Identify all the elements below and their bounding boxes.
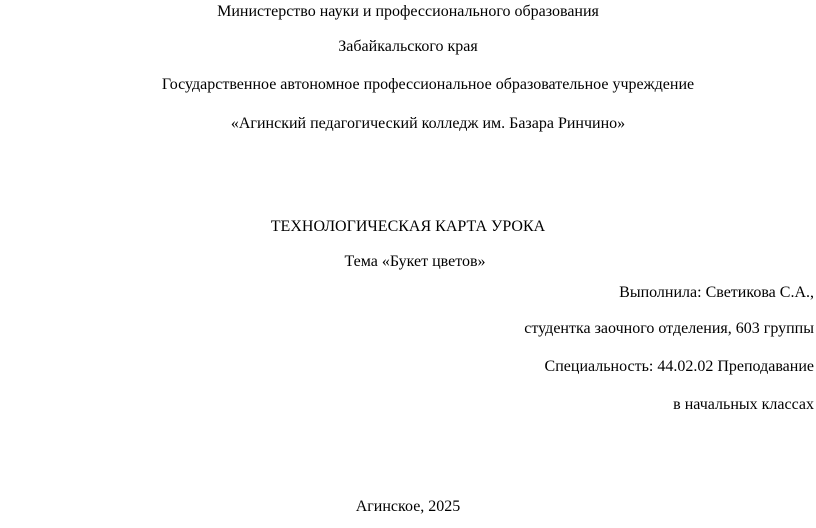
place-year-line: Агинское, 2025 bbox=[355, 498, 461, 515]
institution-type-line: Государственное автономное профессиональное образовательное учреждение bbox=[161, 76, 695, 93]
specialty-line: Специальность: 44.02.02 Преподавание bbox=[544, 358, 814, 375]
document-title: ТЕХНОЛОГИЧЕСКАЯ КАРТА УРОКА bbox=[270, 218, 546, 235]
lesson-topic: Тема «Букет цветов» bbox=[344, 253, 486, 270]
author-name-line: Выполнила: Светикова С.А., bbox=[619, 284, 814, 301]
college-name-line: «Агинский педагогический колледж им. Базара Ринчино» bbox=[230, 115, 626, 132]
author-group-line: студентка заочного отделения, 603 группы bbox=[524, 320, 814, 337]
region-line: Забайкальского края bbox=[338, 38, 478, 55]
ministry-line: Министерство науки и профессионального образования bbox=[217, 3, 599, 20]
specialty-continuation-line: в начальных классах bbox=[673, 396, 814, 413]
